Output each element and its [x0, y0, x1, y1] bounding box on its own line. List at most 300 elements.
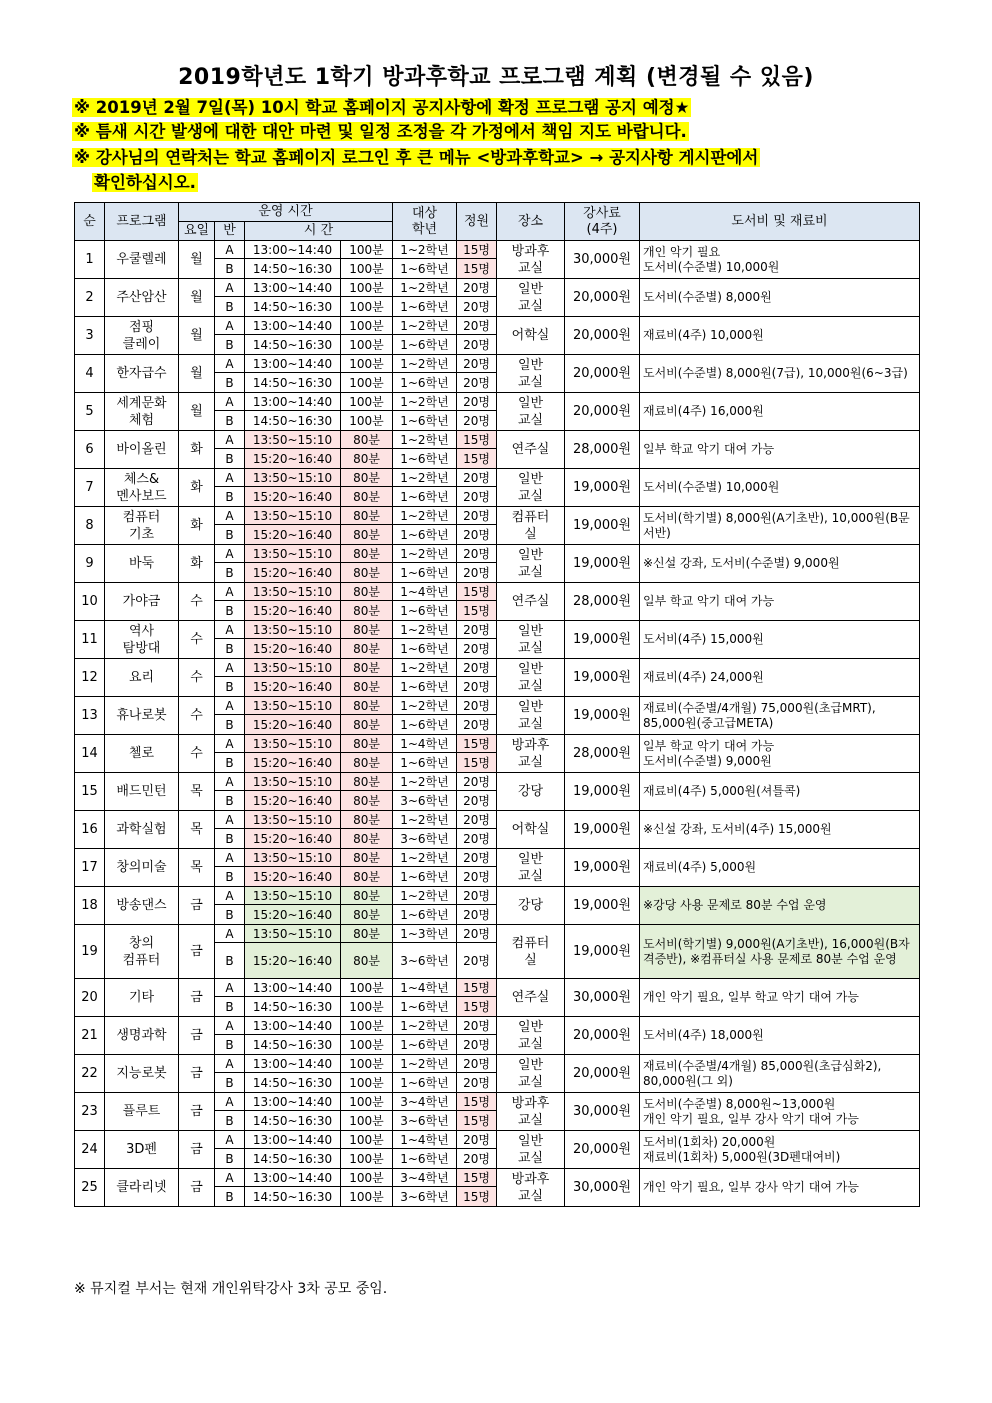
instructor-fee: 19,000원: [565, 849, 640, 887]
target-grade: 1~4학년: [393, 979, 457, 997]
target-grade: 1~6학년: [393, 563, 457, 583]
instructor-fee: 19,000원: [565, 469, 640, 507]
capacity: 20명: [457, 943, 497, 979]
instructor-fee: 28,000원: [565, 735, 640, 773]
weekday: 수: [179, 735, 215, 773]
row-number: 3: [75, 317, 105, 355]
material-cost: 도서비(학기별) 9,000원(A기초반), 16,000원(B자격증반), ※컴퓨터실 사용 문제로 80분 수업 운영: [640, 925, 920, 979]
session-time: 13:50~15:10: [245, 431, 341, 449]
material-cost: 재료비(4주) 24,000원: [640, 659, 920, 697]
capacity: 15명: [457, 753, 497, 773]
table-row: [75, 697, 920, 715]
weekday: 화: [179, 545, 215, 583]
session-minutes: 80분: [341, 715, 393, 735]
instructor-fee: 19,000원: [565, 507, 640, 545]
table-row: [75, 393, 920, 411]
session-time: 13:50~15:10: [245, 849, 341, 867]
session-time: 14:50~16:30: [245, 373, 341, 393]
session-time: 15:20~16:40: [245, 449, 341, 469]
schedule-body: [75, 241, 920, 1207]
session-time: 13:50~15:10: [245, 773, 341, 791]
row-number: 25: [75, 1169, 105, 1207]
material-cost: 일부 학교 악기 대여 가능: [640, 583, 920, 621]
material-cost: 도서비(학기별) 8,000원(A기초반), 10,000원(B문서반): [640, 507, 920, 545]
place: 일반 교실: [497, 849, 565, 887]
instructor-fee: 19,000원: [565, 697, 640, 735]
material-cost: ※강당 사용 문제로 80분 수업 운영: [640, 887, 920, 925]
session-time: 13:50~15:10: [245, 697, 341, 715]
session-minutes: 80분: [341, 601, 393, 621]
session-time: 14:50~16:30: [245, 1035, 341, 1055]
header-capacity: 정원: [457, 203, 497, 241]
program-name: 창의 컴퓨터: [105, 925, 179, 979]
weekday: 목: [179, 849, 215, 887]
instructor-fee: 30,000원: [565, 1093, 640, 1131]
place: 어학실: [497, 811, 565, 849]
instructor-fee: 20,000원: [565, 1131, 640, 1169]
table-row: [75, 621, 920, 639]
target-grade: 1~6학년: [393, 297, 457, 317]
row-number: 7: [75, 469, 105, 507]
place: 일반 교실: [497, 355, 565, 393]
capacity: 20명: [457, 887, 497, 905]
session-minutes: 100분: [341, 1035, 393, 1055]
session-time: 15:20~16:40: [245, 563, 341, 583]
target-grade: 1~6학년: [393, 1073, 457, 1093]
session-minutes: 80분: [341, 659, 393, 677]
target-grade: 1~6학년: [393, 715, 457, 735]
session-minutes: 100분: [341, 279, 393, 297]
session-minutes: 100분: [341, 297, 393, 317]
weekday: 수: [179, 659, 215, 697]
material-cost: 도서비(수준별) 8,000원(7급), 10,000원(6~3급): [640, 355, 920, 393]
weekday: 금: [179, 1093, 215, 1131]
session-time: 15:20~16:40: [245, 943, 341, 979]
table-row: [75, 735, 920, 753]
place: 일반 교실: [497, 1017, 565, 1055]
session-time: 15:20~16:40: [245, 753, 341, 773]
target-grade: 1~6학년: [393, 449, 457, 469]
class-label: A: [215, 849, 245, 867]
header-day: 요일: [179, 222, 215, 241]
place: 강당: [497, 773, 565, 811]
session-minutes: 80분: [341, 697, 393, 715]
session-minutes: 100분: [341, 335, 393, 355]
capacity: 20명: [457, 925, 497, 943]
target-grade: 1~2학년: [393, 697, 457, 715]
target-grade: 1~2학년: [393, 1055, 457, 1073]
material-cost: 도서비(1회차) 20,000원 재료비(1회차) 5,000원(3D펜대여비): [640, 1131, 920, 1169]
row-number: 17: [75, 849, 105, 887]
row-number: 13: [75, 697, 105, 735]
instructor-fee: 20,000원: [565, 1017, 640, 1055]
instructor-fee: 19,000원: [565, 811, 640, 849]
target-grade: 1~2학년: [393, 431, 457, 449]
class-label: A: [215, 355, 245, 373]
program-name: 주산암산: [105, 279, 179, 317]
session-time: 14:50~16:30: [245, 297, 341, 317]
session-time: 14:50~16:30: [245, 1111, 341, 1131]
session-minutes: 80분: [341, 469, 393, 487]
session-time: 13:50~15:10: [245, 507, 341, 525]
session-minutes: 100분: [341, 241, 393, 259]
table-row: [75, 583, 920, 601]
material-cost: 일부 학교 악기 대여 가능 도서비(수준별) 9,000원: [640, 735, 920, 773]
material-cost: 재료비(4주) 5,000원: [640, 849, 920, 887]
instructor-fee: 19,000원: [565, 621, 640, 659]
session-minutes: 100분: [341, 393, 393, 411]
class-label: B: [215, 525, 245, 545]
place: 컴퓨터 실: [497, 925, 565, 979]
session-time: 13:00~14:40: [245, 317, 341, 335]
target-grade: 1~2학년: [393, 621, 457, 639]
session-time: 14:50~16:30: [245, 1073, 341, 1093]
row-number: 19: [75, 925, 105, 979]
header-grade: 대상 학년: [393, 203, 457, 241]
table-row: [75, 241, 920, 259]
target-grade: 3~6학년: [393, 943, 457, 979]
table-row: [75, 355, 920, 373]
weekday: 월: [179, 279, 215, 317]
place: 연주실: [497, 583, 565, 621]
class-label: B: [215, 791, 245, 811]
instructor-fee: 20,000원: [565, 1055, 640, 1093]
instructor-fee: 28,000원: [565, 583, 640, 621]
place: 방과후 교실: [497, 1169, 565, 1207]
session-minutes: 100분: [341, 1111, 393, 1131]
class-label: B: [215, 297, 245, 317]
class-label: A: [215, 583, 245, 601]
session-minutes: 80분: [341, 773, 393, 791]
weekday: 목: [179, 773, 215, 811]
class-label: A: [215, 811, 245, 829]
session-time: 15:20~16:40: [245, 487, 341, 507]
class-label: B: [215, 715, 245, 735]
program-name: 한자급수: [105, 355, 179, 393]
weekday: 금: [179, 1017, 215, 1055]
session-minutes: 100분: [341, 979, 393, 997]
capacity: 20명: [457, 621, 497, 639]
capacity: 15명: [457, 1093, 497, 1111]
row-number: 20: [75, 979, 105, 1017]
target-grade: 1~6학년: [393, 753, 457, 773]
target-grade: 3~6학년: [393, 791, 457, 811]
weekday: 월: [179, 317, 215, 355]
target-grade: 1~2학년: [393, 545, 457, 563]
place: 일반 교실: [497, 1131, 565, 1169]
material-cost: 도서비(수준별) 8,000원: [640, 279, 920, 317]
class-label: B: [215, 449, 245, 469]
capacity: 20명: [457, 811, 497, 829]
program-name: 점핑 클레이: [105, 317, 179, 355]
weekday: 금: [179, 887, 215, 925]
capacity: 20명: [457, 867, 497, 887]
class-label: B: [215, 487, 245, 507]
session-minutes: 80분: [341, 887, 393, 905]
session-time: 13:00~14:40: [245, 979, 341, 997]
session-time: 14:50~16:30: [245, 1149, 341, 1169]
capacity: 20명: [457, 1073, 497, 1093]
class-label: B: [215, 943, 245, 979]
class-label: B: [215, 829, 245, 849]
program-name: 휴나로봇: [105, 697, 179, 735]
row-number: 1: [75, 241, 105, 279]
row-number: 9: [75, 545, 105, 583]
program-name: 배드민턴: [105, 773, 179, 811]
place: 일반 교실: [497, 659, 565, 697]
program-name: 요리: [105, 659, 179, 697]
program-name: 클라리넷: [105, 1169, 179, 1207]
place: 연주실: [497, 979, 565, 1017]
session-time: 15:20~16:40: [245, 677, 341, 697]
material-cost: ※신설 강좌, 도서비(수준별) 9,000원: [640, 545, 920, 583]
capacity: 20명: [457, 697, 497, 715]
capacity: 20명: [457, 1055, 497, 1073]
class-label: A: [215, 1093, 245, 1111]
class-label: B: [215, 373, 245, 393]
capacity: 20명: [457, 715, 497, 735]
material-cost: 도서비(4주) 18,000원: [640, 1017, 920, 1055]
table-row: [75, 545, 920, 563]
place: 방과후 교실: [497, 241, 565, 279]
capacity: 15명: [457, 1111, 497, 1131]
session-minutes: 80분: [341, 525, 393, 545]
session-time: 13:00~14:40: [245, 355, 341, 373]
capacity: 15명: [457, 241, 497, 259]
session-time: 15:20~16:40: [245, 715, 341, 735]
weekday: 수: [179, 583, 215, 621]
class-label: A: [215, 621, 245, 639]
session-minutes: 100분: [341, 373, 393, 393]
session-time: 13:50~15:10: [245, 887, 341, 905]
class-label: A: [215, 887, 245, 905]
place: 연주실: [497, 431, 565, 469]
class-label: A: [215, 279, 245, 297]
place: 일반 교실: [497, 545, 565, 583]
class-label: A: [215, 773, 245, 791]
session-minutes: 80분: [341, 925, 393, 943]
session-time: 14:50~16:30: [245, 1187, 341, 1207]
session-minutes: 100분: [341, 1131, 393, 1149]
table-row: [75, 849, 920, 867]
weekday: 수: [179, 697, 215, 735]
session-minutes: 80분: [341, 621, 393, 639]
weekday: 금: [179, 1169, 215, 1207]
class-label: B: [215, 563, 245, 583]
session-minutes: 100분: [341, 1169, 393, 1187]
program-name: 바이올린: [105, 431, 179, 469]
place: 컴퓨터 실: [497, 507, 565, 545]
session-minutes: 80분: [341, 563, 393, 583]
session-time: 14:50~16:30: [245, 997, 341, 1017]
capacity: 20명: [457, 905, 497, 925]
instructor-fee: 30,000원: [565, 979, 640, 1017]
capacity: 20명: [457, 791, 497, 811]
capacity: 20명: [457, 355, 497, 373]
session-minutes: 80분: [341, 507, 393, 525]
session-minutes: 100분: [341, 411, 393, 431]
material-cost: ※신설 강좌, 도서비(4주) 15,000원: [640, 811, 920, 849]
weekday: 월: [179, 393, 215, 431]
instructor-fee: 20,000원: [565, 393, 640, 431]
header-operation: 운영 시간: [179, 203, 393, 222]
row-number: 8: [75, 507, 105, 545]
class-label: A: [215, 1169, 245, 1187]
target-grade: 3~6학년: [393, 829, 457, 849]
instructor-fee: 19,000원: [565, 659, 640, 697]
session-minutes: 80분: [341, 829, 393, 849]
material-cost: 재료비(4주) 5,000원(셔틀콕): [640, 773, 920, 811]
material-cost: 재료비(수준별/4개월) 75,000원(초급MRT), 85,000원(중고급META): [640, 697, 920, 735]
session-minutes: 100분: [341, 1017, 393, 1035]
footer-note: ※ 뮤지컬 부서는 현재 개인위탁강사 3차 공모 중임.: [74, 1281, 388, 1297]
class-label: A: [215, 545, 245, 563]
target-grade: 1~6학년: [393, 259, 457, 279]
capacity: 20명: [457, 469, 497, 487]
header-class: 반: [215, 222, 245, 241]
target-grade: 1~6학년: [393, 677, 457, 697]
session-minutes: 100분: [341, 1073, 393, 1093]
session-minutes: 80분: [341, 583, 393, 601]
session-time: 13:50~15:10: [245, 469, 341, 487]
session-time: 15:20~16:40: [245, 905, 341, 925]
session-time: 14:50~16:30: [245, 335, 341, 355]
target-grade: 1~6학년: [393, 867, 457, 887]
header-no: 순: [75, 203, 105, 241]
class-label: B: [215, 1035, 245, 1055]
target-grade: 1~2학년: [393, 241, 457, 259]
instructor-fee: 30,000원: [565, 1169, 640, 1207]
target-grade: 1~2학년: [393, 469, 457, 487]
session-minutes: 80분: [341, 449, 393, 469]
class-label: A: [215, 925, 245, 943]
target-grade: 1~2학년: [393, 279, 457, 297]
session-time: 13:00~14:40: [245, 1055, 341, 1073]
session-minutes: 100분: [341, 1055, 393, 1073]
program-name: 체스& 멘사보드: [105, 469, 179, 507]
capacity: 20명: [457, 829, 497, 849]
capacity: 15명: [457, 1169, 497, 1187]
place: 일반 교실: [497, 279, 565, 317]
session-minutes: 80분: [341, 431, 393, 449]
material-cost: 도서비(4주) 15,000원: [640, 621, 920, 659]
target-grade: 1~4학년: [393, 735, 457, 753]
class-label: B: [215, 677, 245, 697]
program-name: 과학실험: [105, 811, 179, 849]
capacity: 20명: [457, 373, 497, 393]
weekday: 금: [179, 1131, 215, 1169]
capacity: 15명: [457, 735, 497, 753]
program-name: 첼로: [105, 735, 179, 773]
session-minutes: 100분: [341, 1093, 393, 1111]
row-number: 15: [75, 773, 105, 811]
capacity: 20명: [457, 393, 497, 411]
session-minutes: 100분: [341, 1149, 393, 1169]
row-number: 12: [75, 659, 105, 697]
capacity: 15명: [457, 431, 497, 449]
session-minutes: 100분: [341, 997, 393, 1017]
target-grade: 1~6학년: [393, 411, 457, 431]
target-grade: 1~4학년: [393, 583, 457, 601]
target-grade: 1~6학년: [393, 1149, 457, 1169]
weekday: 월: [179, 355, 215, 393]
capacity: 20명: [457, 297, 497, 317]
material-cost: 도서비(수준별) 8,000원~13,000원 개인 악기 필요, 일부 강사 악기 대여 가능: [640, 1093, 920, 1131]
program-name: 창의미술: [105, 849, 179, 887]
weekday: 월: [179, 241, 215, 279]
session-minutes: 80분: [341, 791, 393, 811]
capacity: 15명: [457, 583, 497, 601]
session-time: 15:20~16:40: [245, 867, 341, 887]
class-label: A: [215, 507, 245, 525]
target-grade: 1~6학년: [393, 639, 457, 659]
material-cost: 일부 학교 악기 대여 가능: [640, 431, 920, 469]
table-row: [75, 317, 920, 335]
session-time: 13:00~14:40: [245, 1131, 341, 1149]
capacity: 20명: [457, 1131, 497, 1149]
capacity: 20명: [457, 487, 497, 507]
class-label: B: [215, 1187, 245, 1207]
class-label: A: [215, 1131, 245, 1149]
capacity: 15명: [457, 601, 497, 621]
session-time: 13:00~14:40: [245, 279, 341, 297]
session-time: 13:50~15:10: [245, 583, 341, 601]
instructor-fee: 20,000원: [565, 279, 640, 317]
class-label: A: [215, 431, 245, 449]
target-grade: 1~6학년: [393, 335, 457, 355]
table-row: [75, 469, 920, 487]
header-place: 장소: [497, 203, 565, 241]
material-cost: 개인 악기 필요, 일부 강사 악기 대여 가능: [640, 1169, 920, 1207]
session-minutes: 100분: [341, 317, 393, 335]
target-grade: 1~6학년: [393, 1035, 457, 1055]
material-cost: 개인 악기 필요 도서비(수준별) 10,000원: [640, 241, 920, 279]
program-name: 역사 탐방대: [105, 621, 179, 659]
row-number: 18: [75, 887, 105, 925]
session-time: 13:50~15:10: [245, 659, 341, 677]
target-grade: 1~6학년: [393, 373, 457, 393]
class-label: B: [215, 1149, 245, 1169]
table-row: [75, 1131, 920, 1149]
row-number: 10: [75, 583, 105, 621]
session-time: 13:50~15:10: [245, 925, 341, 943]
capacity: 20명: [457, 507, 497, 525]
row-number: 24: [75, 1131, 105, 1169]
table-row: [75, 659, 920, 677]
session-time: 13:00~14:40: [245, 1169, 341, 1187]
session-minutes: 80분: [341, 867, 393, 887]
capacity: 20명: [457, 317, 497, 335]
session-minutes: 100분: [341, 1187, 393, 1207]
program-name: 플루트: [105, 1093, 179, 1131]
class-label: A: [215, 1055, 245, 1073]
target-grade: 3~4학년: [393, 1093, 457, 1111]
table-row: [75, 1055, 920, 1073]
session-minutes: 80분: [341, 735, 393, 753]
class-label: A: [215, 469, 245, 487]
class-label: A: [215, 241, 245, 259]
weekday: 수: [179, 621, 215, 659]
place: 방과후 교실: [497, 735, 565, 773]
class-label: A: [215, 659, 245, 677]
place: 일반 교실: [497, 697, 565, 735]
notice-2: ※ 틈새 시간 발생에 대한 대안 마련 및 일정 조정을 각 가정에서 책임 지도 바랍니다.: [74, 122, 687, 141]
class-label: B: [215, 1073, 245, 1093]
table-row: [75, 1017, 920, 1035]
target-grade: 1~2학년: [393, 887, 457, 905]
capacity: 20명: [457, 525, 497, 545]
class-label: A: [215, 317, 245, 335]
